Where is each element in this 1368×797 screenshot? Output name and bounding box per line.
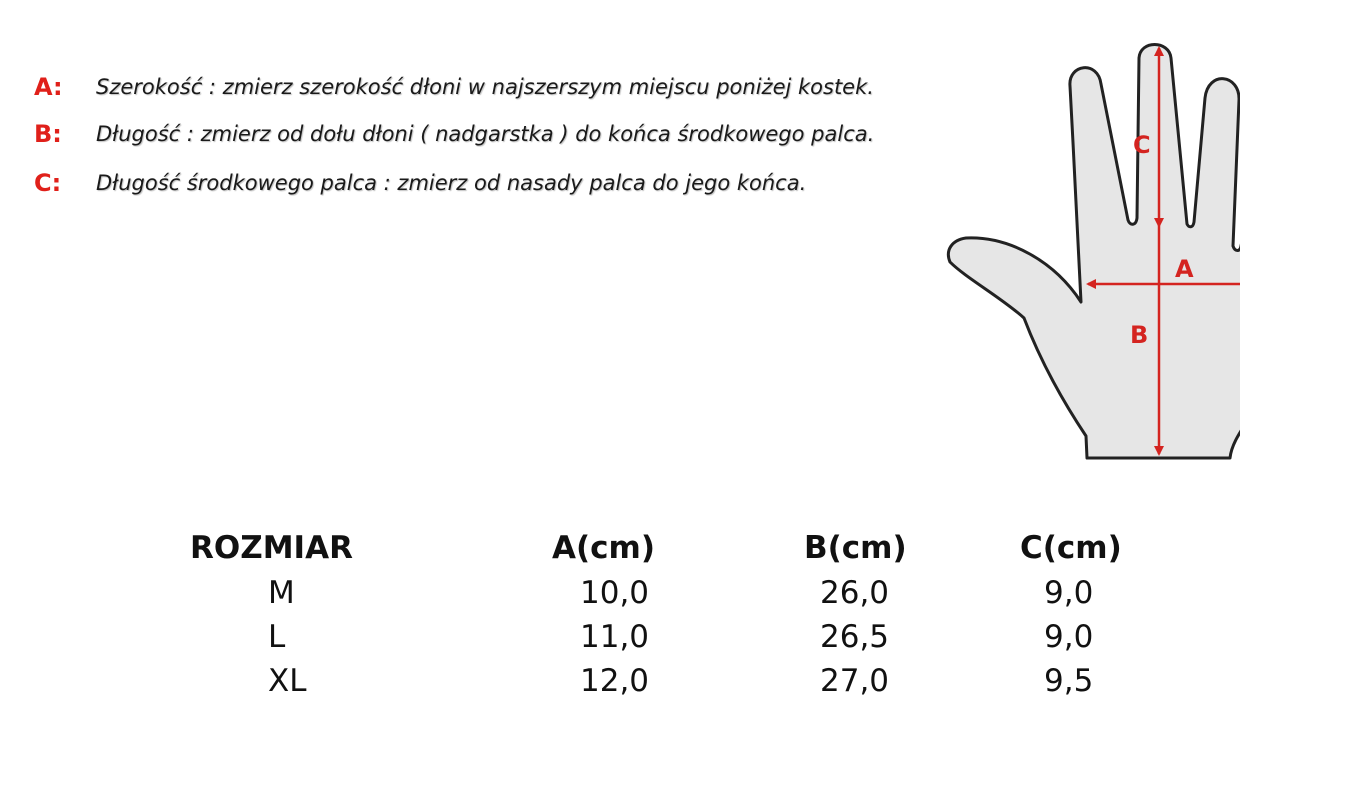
header-b: B(cm) — [804, 530, 907, 566]
instruction-letter-b: B: — [34, 120, 62, 148]
cell-a: 10,0 — [580, 575, 650, 611]
cell-c: 9,5 — [1044, 663, 1094, 699]
table-row — [190, 659, 1140, 703]
table-header-row — [190, 525, 1140, 571]
cell-b: 26,5 — [820, 619, 890, 655]
header-c: C(cm) — [1020, 530, 1122, 566]
cell-a: 11,0 — [580, 619, 650, 655]
diagram-label-b: B — [1130, 321, 1149, 349]
instruction-text-b: Długość : zmierz od dołu dłoni ( nadgarstka ) do końca środkowego palca. — [96, 122, 875, 146]
instruction-letter-c: C: — [34, 169, 62, 197]
instruction-text-a: Szerokość : zmierz szerokość dłoni w najszerszym miejscu poniżej kostek. — [96, 75, 874, 99]
cell-c: 9,0 — [1044, 575, 1094, 611]
cell-b: 27,0 — [820, 663, 890, 699]
instruction-c — [34, 166, 1024, 201]
header-size: ROZMIAR — [190, 530, 353, 566]
instruction-a — [34, 70, 1024, 105]
cell-size: XL — [268, 663, 307, 699]
hand-measurement-diagram — [940, 30, 1240, 470]
size-table — [190, 525, 1140, 703]
table-row — [190, 571, 1140, 615]
cell-size: M — [268, 575, 295, 611]
diagram-label-a: A — [1175, 255, 1194, 283]
cell-c: 9,0 — [1044, 619, 1094, 655]
measurement-instructions — [34, 70, 1024, 201]
cell-size: L — [268, 619, 286, 655]
header-a: A(cm) — [552, 530, 656, 566]
cell-b: 26,0 — [820, 575, 890, 611]
table-row — [190, 615, 1140, 659]
instruction-text-c: Długość środkowego palca : zmierz od nasady palca do jego końca. — [96, 171, 807, 195]
instruction-letter-a: A: — [34, 73, 63, 101]
hand-outline-icon — [948, 45, 1240, 459]
diagram-label-c: C — [1133, 131, 1151, 159]
instruction-b — [34, 117, 1024, 152]
cell-a: 12,0 — [580, 663, 650, 699]
